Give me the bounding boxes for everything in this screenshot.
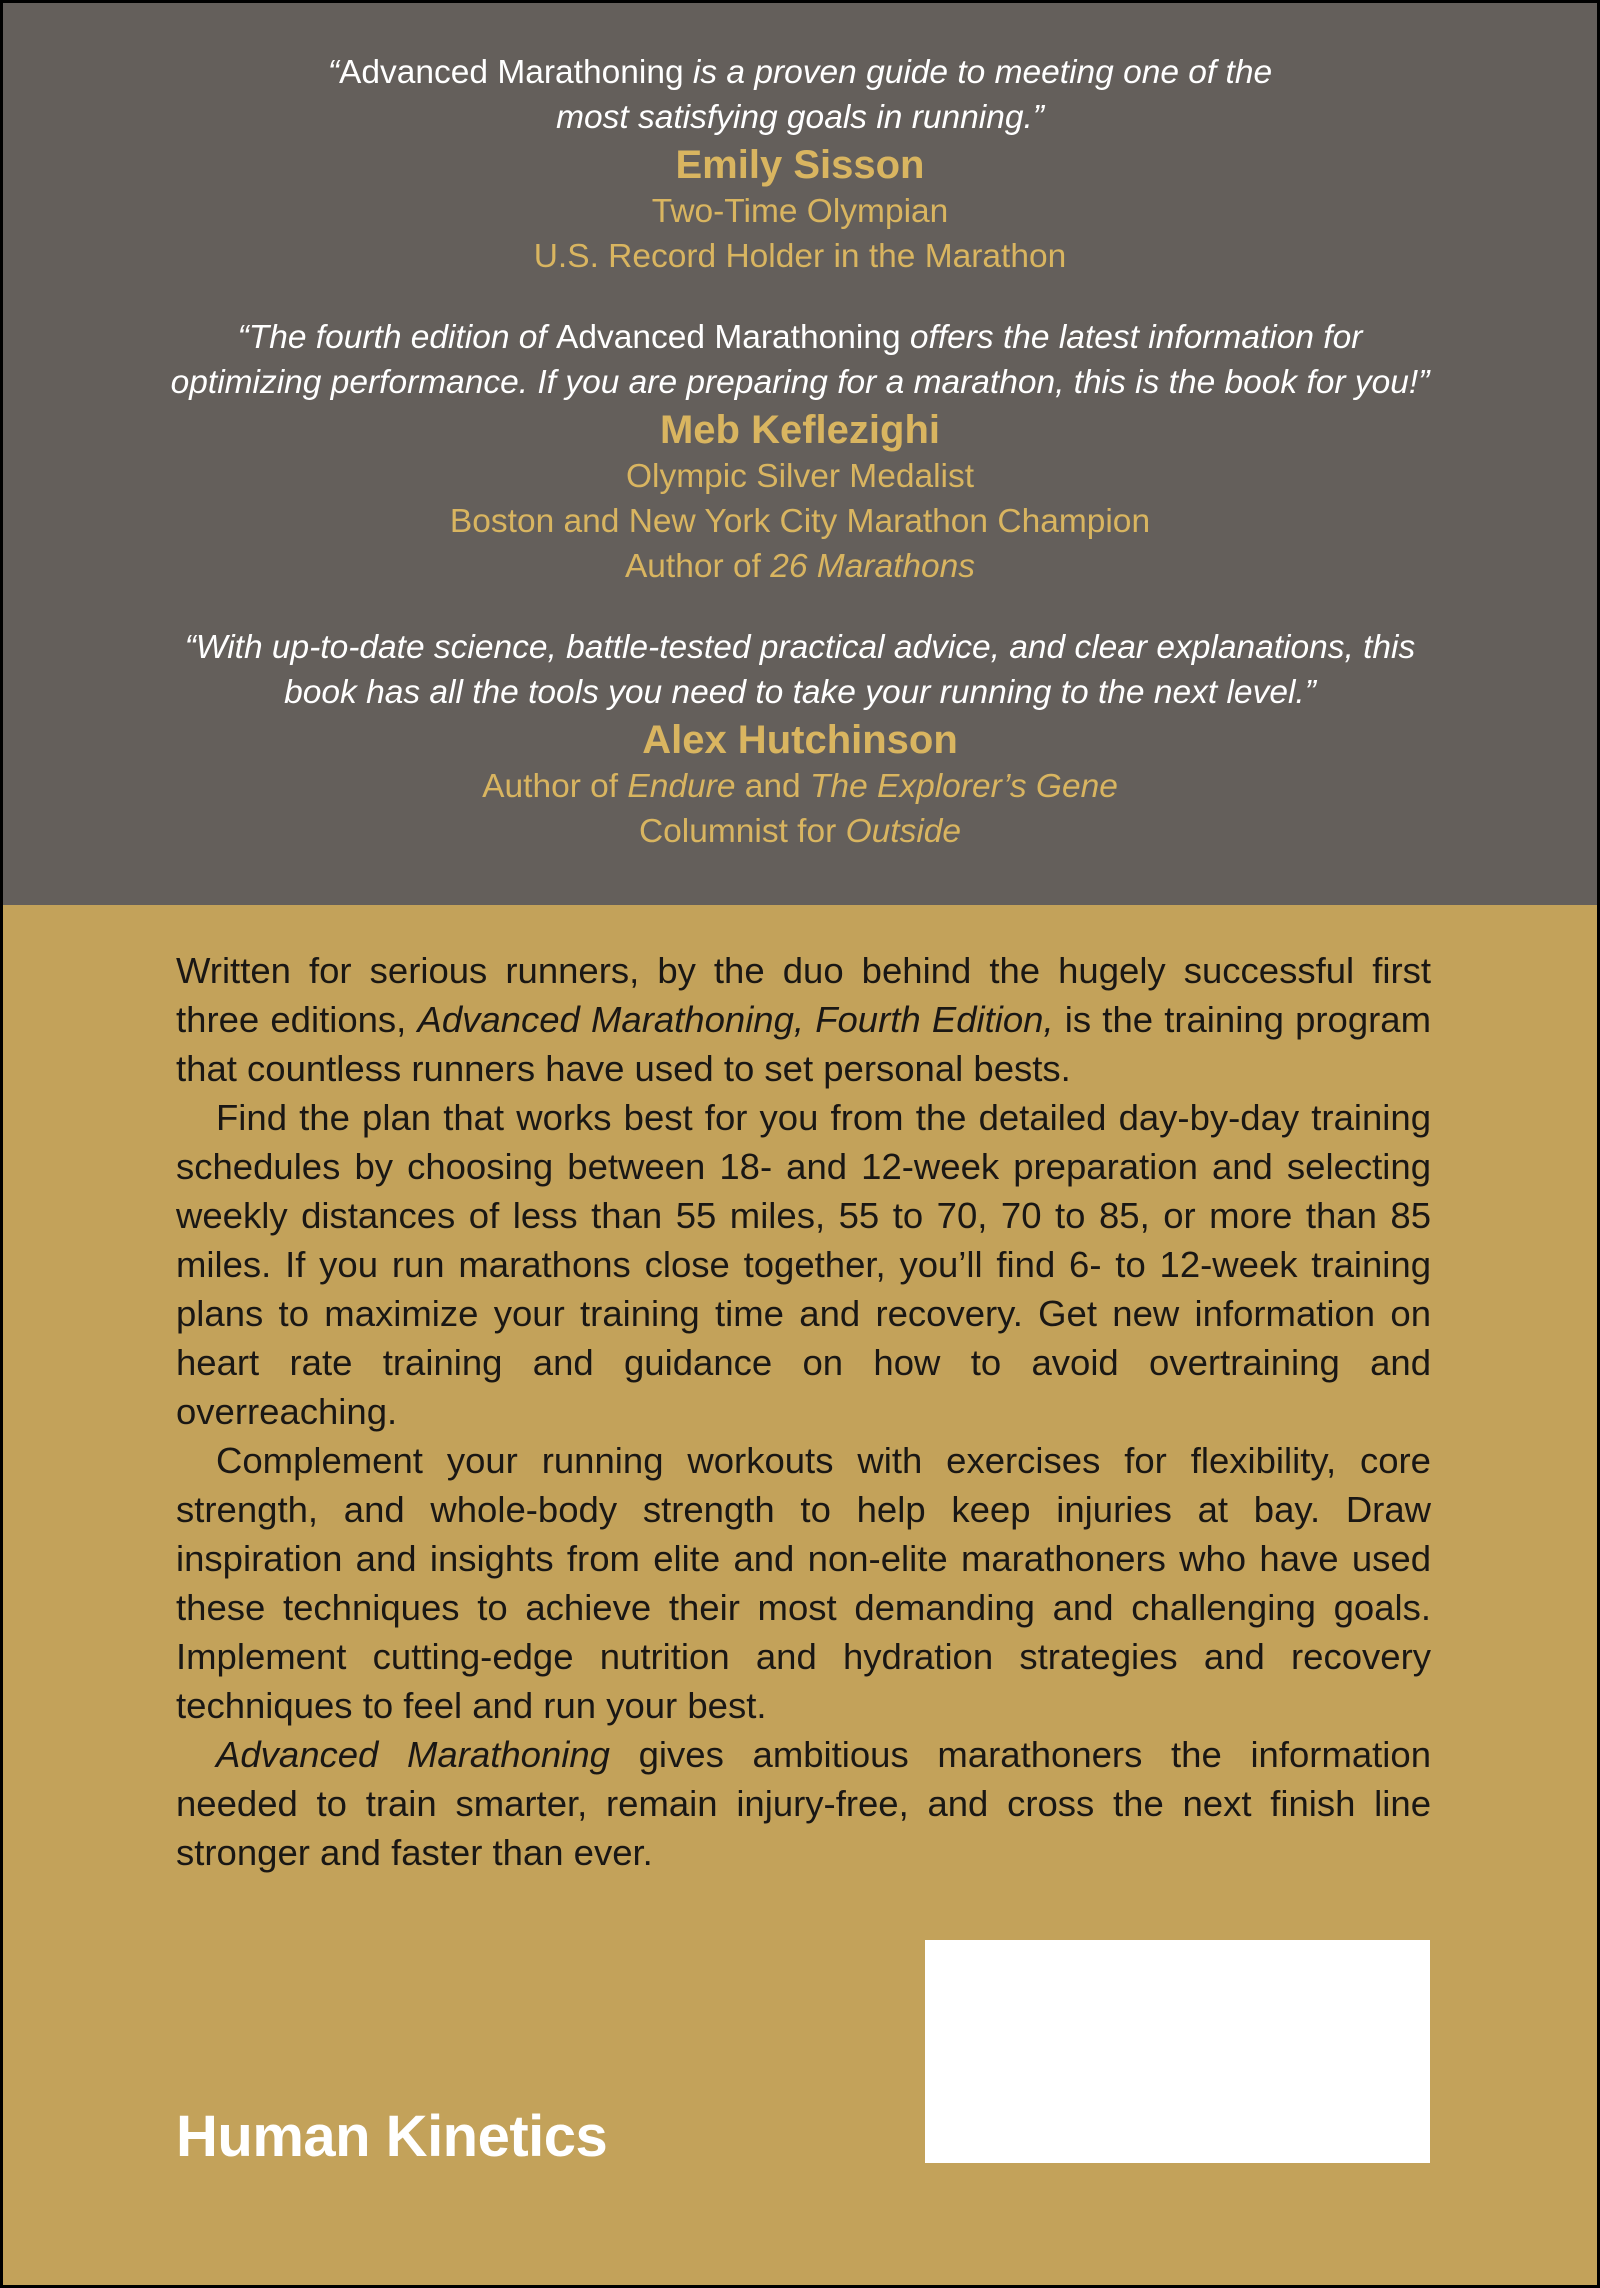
- praise-section: [3, 3, 1597, 905]
- praise-credential: [3, 809, 1597, 854]
- praise-credential: [3, 764, 1597, 809]
- credential-text: Author of: [624, 548, 771, 585]
- publication-title-ref: Outside: [845, 813, 962, 850]
- praise-author: Emily Sisson: [675, 143, 925, 187]
- description-paragraph: Find the plan that works best for you from the detailed day-by-day training schedules by choosing between 18- and 12-week preparation and selecting weekly distances of less than 55 miles, 55 to 70, 70 to 85, or more than 85 miles. If you run marathons close together, you’ll find 6- to 12-week training plans to maximize your training time and recovery. Get new information on heart rate training and guidance on how to avoid overtraining and overreaching.: [176, 1097, 1431, 1432]
- quote-text: “The fourth edition of: [237, 319, 557, 356]
- praise-block-keflezighi: [3, 315, 1597, 589]
- praise-credential: Olympic Silver Medalist: [625, 458, 975, 495]
- book-title-ref: Advanced Marathoning, Fourth Edition,: [417, 999, 1054, 1040]
- description-paragraph: Complement your running workouts with exercises for flexibility, core strength, and whole-body strength to help keep injuries at bay. Draw inspiration and insights from elite and non-elite marathoners who have used these techniques to achieve their most demanding and challenging goals. Implement cutting-edge nutrition and hydration strategies and recovery techniques to feel and run your best.: [176, 1440, 1431, 1726]
- credential-text: Author of: [482, 768, 628, 805]
- credential-text: Columnist for: [638, 813, 846, 850]
- description-paragraph: [176, 946, 1431, 1093]
- quote-text: optimizing performance. If you are preparing for a marathon, this is the book for you!”: [170, 364, 1430, 401]
- praise-block-sisson: [3, 50, 1597, 279]
- quote-text: “With up-to-date science, battle-tested practical advice, and clear explanations, this: [184, 629, 1416, 666]
- praise-credential: U.S. Record Holder in the Marathon: [533, 238, 1067, 275]
- book-title-ref: Advanced Marathoning: [339, 54, 684, 91]
- quote-text: is a proven guide to meeting one of the: [683, 54, 1273, 91]
- quote-text: offers the latest information for: [900, 319, 1363, 356]
- book-title-ref: Advanced Marathoning: [556, 319, 901, 356]
- paragraph-text: gives ambitious marathoners the information needed to train smarter, remain injury-free, and cross the next finish line stronger and faster than ever.: [176, 1734, 1431, 1873]
- description-paragraph: [176, 1730, 1431, 1877]
- quote-mark: “: [327, 54, 340, 91]
- book-title-ref: Endure: [627, 768, 736, 805]
- quote-text: most satisfying goals in running.”: [556, 99, 1044, 136]
- credential-text: and: [735, 768, 810, 805]
- praise-author: Meb Keflezighi: [659, 408, 941, 452]
- book-title-ref: The Explorer’s Gene: [809, 768, 1118, 805]
- praise-credential: [3, 544, 1597, 589]
- barcode-area: [925, 1940, 1430, 2163]
- praise-author: Alex Hutchinson: [642, 718, 958, 762]
- publisher-logo: Human Kinetics: [176, 2104, 608, 2169]
- book-title-ref: Advanced Marathoning: [216, 1734, 610, 1775]
- praise-credential: Boston and New York City Marathon Champion: [449, 503, 1151, 540]
- quote-text: book has all the tools you need to take your running to the next level.”: [284, 674, 1316, 711]
- paragraph-text: Written for serious runners, by the duo behind the hugely successful first three editions,: [176, 950, 1431, 1040]
- book-description: [176, 946, 1431, 1877]
- back-cover: [3, 3, 1597, 2285]
- praise-block-hutchinson: [3, 625, 1597, 854]
- book-title-ref: 26 Marathons: [770, 548, 976, 585]
- praise-credential: Two-Time Olympian: [651, 193, 949, 230]
- praise-quote: [3, 315, 1597, 405]
- praise-quote: [3, 50, 1597, 140]
- paragraph-text: is the training program that countless runners have used to set personal bests.: [176, 999, 1431, 1089]
- praise-quote: [3, 625, 1597, 715]
